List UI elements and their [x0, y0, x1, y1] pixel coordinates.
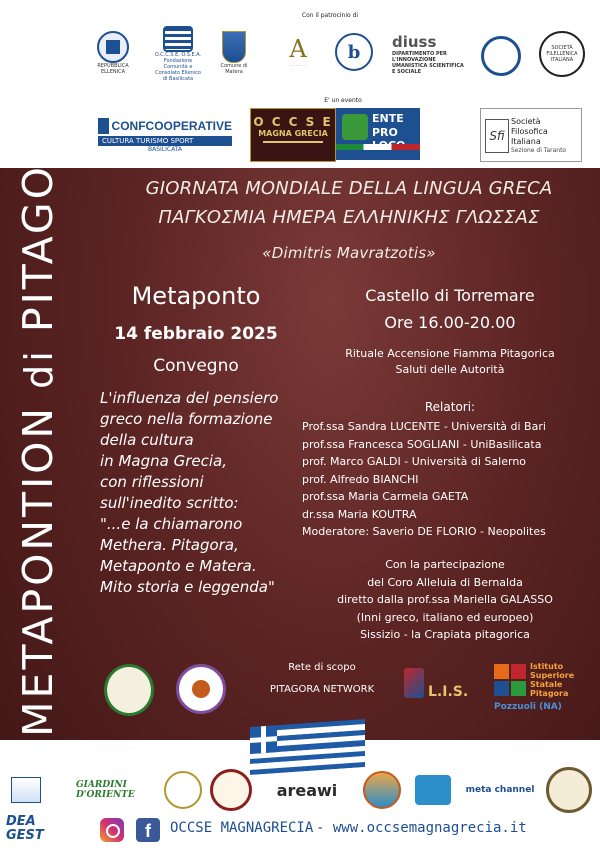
header-line-greek: ΠΑΓΚΟΣΜΙΑ ΗΜΕΡΑ ΕΛΛΗΝΙΚΗΣ ΓΛΩΣΣΑΣ	[158, 207, 540, 228]
partecipazione-block	[310, 556, 580, 644]
sponsor-logo	[8, 770, 44, 810]
partecipazione-line: (Inni greco, italiano ed europeo)	[356, 610, 534, 624]
topic-line: con riflessioni	[100, 473, 204, 491]
diuss-icon: diuss DIPARTIMENTO PER L'INNOVAZIONE UMANISTICA SCIENTIFICA E SOCIALE	[392, 33, 464, 75]
topic-line: in Magna Grecia,	[100, 452, 227, 470]
occse-foundation-icon: O.C.C.S.E. O.S.E.A. Fondazione Comunità e Consolato Ellenico di Basilicata	[153, 26, 203, 82]
relatore-item: prof.ssa Maria Carmela GAETA	[302, 490, 469, 503]
lis-mark-icon	[404, 668, 424, 698]
sfi-logo: Sfi Società Filosofica Italiana Sezione di Taranto	[480, 108, 582, 162]
occse-magna-grecia-logo: O C C S E MAGNA GRECIA	[250, 108, 336, 162]
relatore-item: Moderatore: Saverio DE FLORIO - Neopolites	[302, 525, 546, 538]
topic-line: Mito storia e leggenda"	[100, 578, 275, 596]
rete-title: Rete di scopo	[288, 662, 356, 673]
sponsor-logo	[544, 770, 594, 810]
sponsor-logo: meta channel	[465, 785, 535, 795]
greek-coat-of-arms-icon: REPUBBLICA ELLENICA	[93, 30, 133, 76]
relatore-item: dr.ssa Maria KOUTRA	[302, 507, 417, 521]
greek-flag-icon	[250, 719, 365, 775]
pro-loco-logo: ENTE PRO	[336, 108, 420, 160]
matera-crest-icon: Comune di Matera	[214, 22, 254, 84]
relatori-title: Relatori:	[424, 400, 476, 414]
saluti-text: Saluti delle Autorità	[395, 363, 505, 376]
deagest-logo: DEA GEST	[6, 814, 44, 843]
event-date: 14 febbraio 2025	[114, 324, 278, 344]
sponsor-logo	[358, 770, 406, 810]
header-line-italian: GIORNATA MONDIALE DELLA LINGUA GRECA	[145, 178, 553, 199]
rituale-text: Rituale Accensione Fiamma Pitagorica	[345, 347, 555, 360]
relatori-list	[302, 418, 592, 541]
sponsor-logo: areawi	[276, 780, 338, 800]
topic-line: L'influenza del pensiero	[100, 389, 279, 407]
topic-line: Methera. Pitagora,	[100, 536, 239, 554]
topic-line: sull'inedito scritto:	[100, 494, 239, 512]
partecipazione-line: Con la partecipazione	[385, 558, 505, 571]
lis-logo: L.I.S.	[402, 664, 476, 710]
topic-line: della cultura	[100, 431, 194, 449]
evento-label: E' un evento	[324, 97, 362, 104]
relatore-item: Prof.ssa Sandra LUCENTE - Università di Bari	[302, 420, 546, 433]
bio-badge-icon	[176, 664, 226, 714]
topic-line: Metaponto e Matera.	[100, 557, 257, 575]
facebook-icon[interactable]: f	[136, 818, 160, 842]
relatore-item: prof. Marco GALDI - Università di Salerno	[302, 455, 527, 468]
vertical-title: METAPONTION di PITAGORA	[14, 103, 62, 737]
sponsor-logo	[208, 770, 254, 810]
istituto-pitagora-logo: Istituto Superiore Statale Pitagora Pozzuoli (NA)	[494, 662, 575, 712]
sponsor-logo	[158, 770, 208, 810]
partecipazione-line: diretto dalla prof.ssa Mariella GALASSO	[337, 593, 553, 606]
event-place: Metaponto	[131, 282, 261, 310]
relatore-item: prof. Alfredo BIANCHI	[302, 472, 419, 486]
topic-line: greco nella formazione	[100, 410, 273, 428]
school-crest-icon	[104, 662, 154, 718]
event-hours: Ore 16.00-20.00	[384, 313, 516, 332]
societa-filelenica-icon: SOCIETÀ FILELLENICA ITALIANA	[538, 30, 586, 78]
istituto-icon	[494, 664, 526, 696]
instagram-icon[interactable]	[100, 818, 124, 842]
header-dedication: «Dimitris Mavratzotis»	[262, 244, 436, 262]
patrocinio-label: Con il patrocinio di	[301, 12, 359, 19]
social-handle[interactable]: OCCSE MAGNAGRECIA	[170, 820, 314, 836]
aa-monogram-icon: A · · · · · ·	[289, 35, 307, 69]
convegno-topic	[100, 388, 300, 598]
website-link[interactable]: - www.occsemagnagrecia.it	[316, 820, 527, 836]
event-type: Convegno	[153, 356, 239, 376]
unibas-icon: b	[334, 32, 374, 72]
sponsor-logo	[410, 770, 456, 810]
topic-line: "...e la chiamarono	[100, 515, 243, 533]
relatore-item: prof.ssa Francesca SOGLIANI - UniBasilicata	[302, 437, 542, 451]
network-name: PITAGORA NETWORK	[269, 684, 375, 695]
partecipazione-line: del Coro Alleluia di Bernalda	[367, 575, 523, 589]
sponsor-logo: GIARDINI D'ORIENTE	[76, 780, 135, 800]
confcooperative-logo: CONFCOOPERATIVE CULTURA TURISMO SPORT BASILICATA	[98, 118, 232, 158]
pro-loco-figure-icon	[342, 114, 368, 140]
partecipazione-line: Sissizio - la Crapiata pitagorica	[360, 628, 530, 641]
seal-icon	[480, 34, 522, 78]
confcooperative-icon	[98, 118, 109, 134]
venue: Castello di Torremare	[365, 286, 535, 305]
